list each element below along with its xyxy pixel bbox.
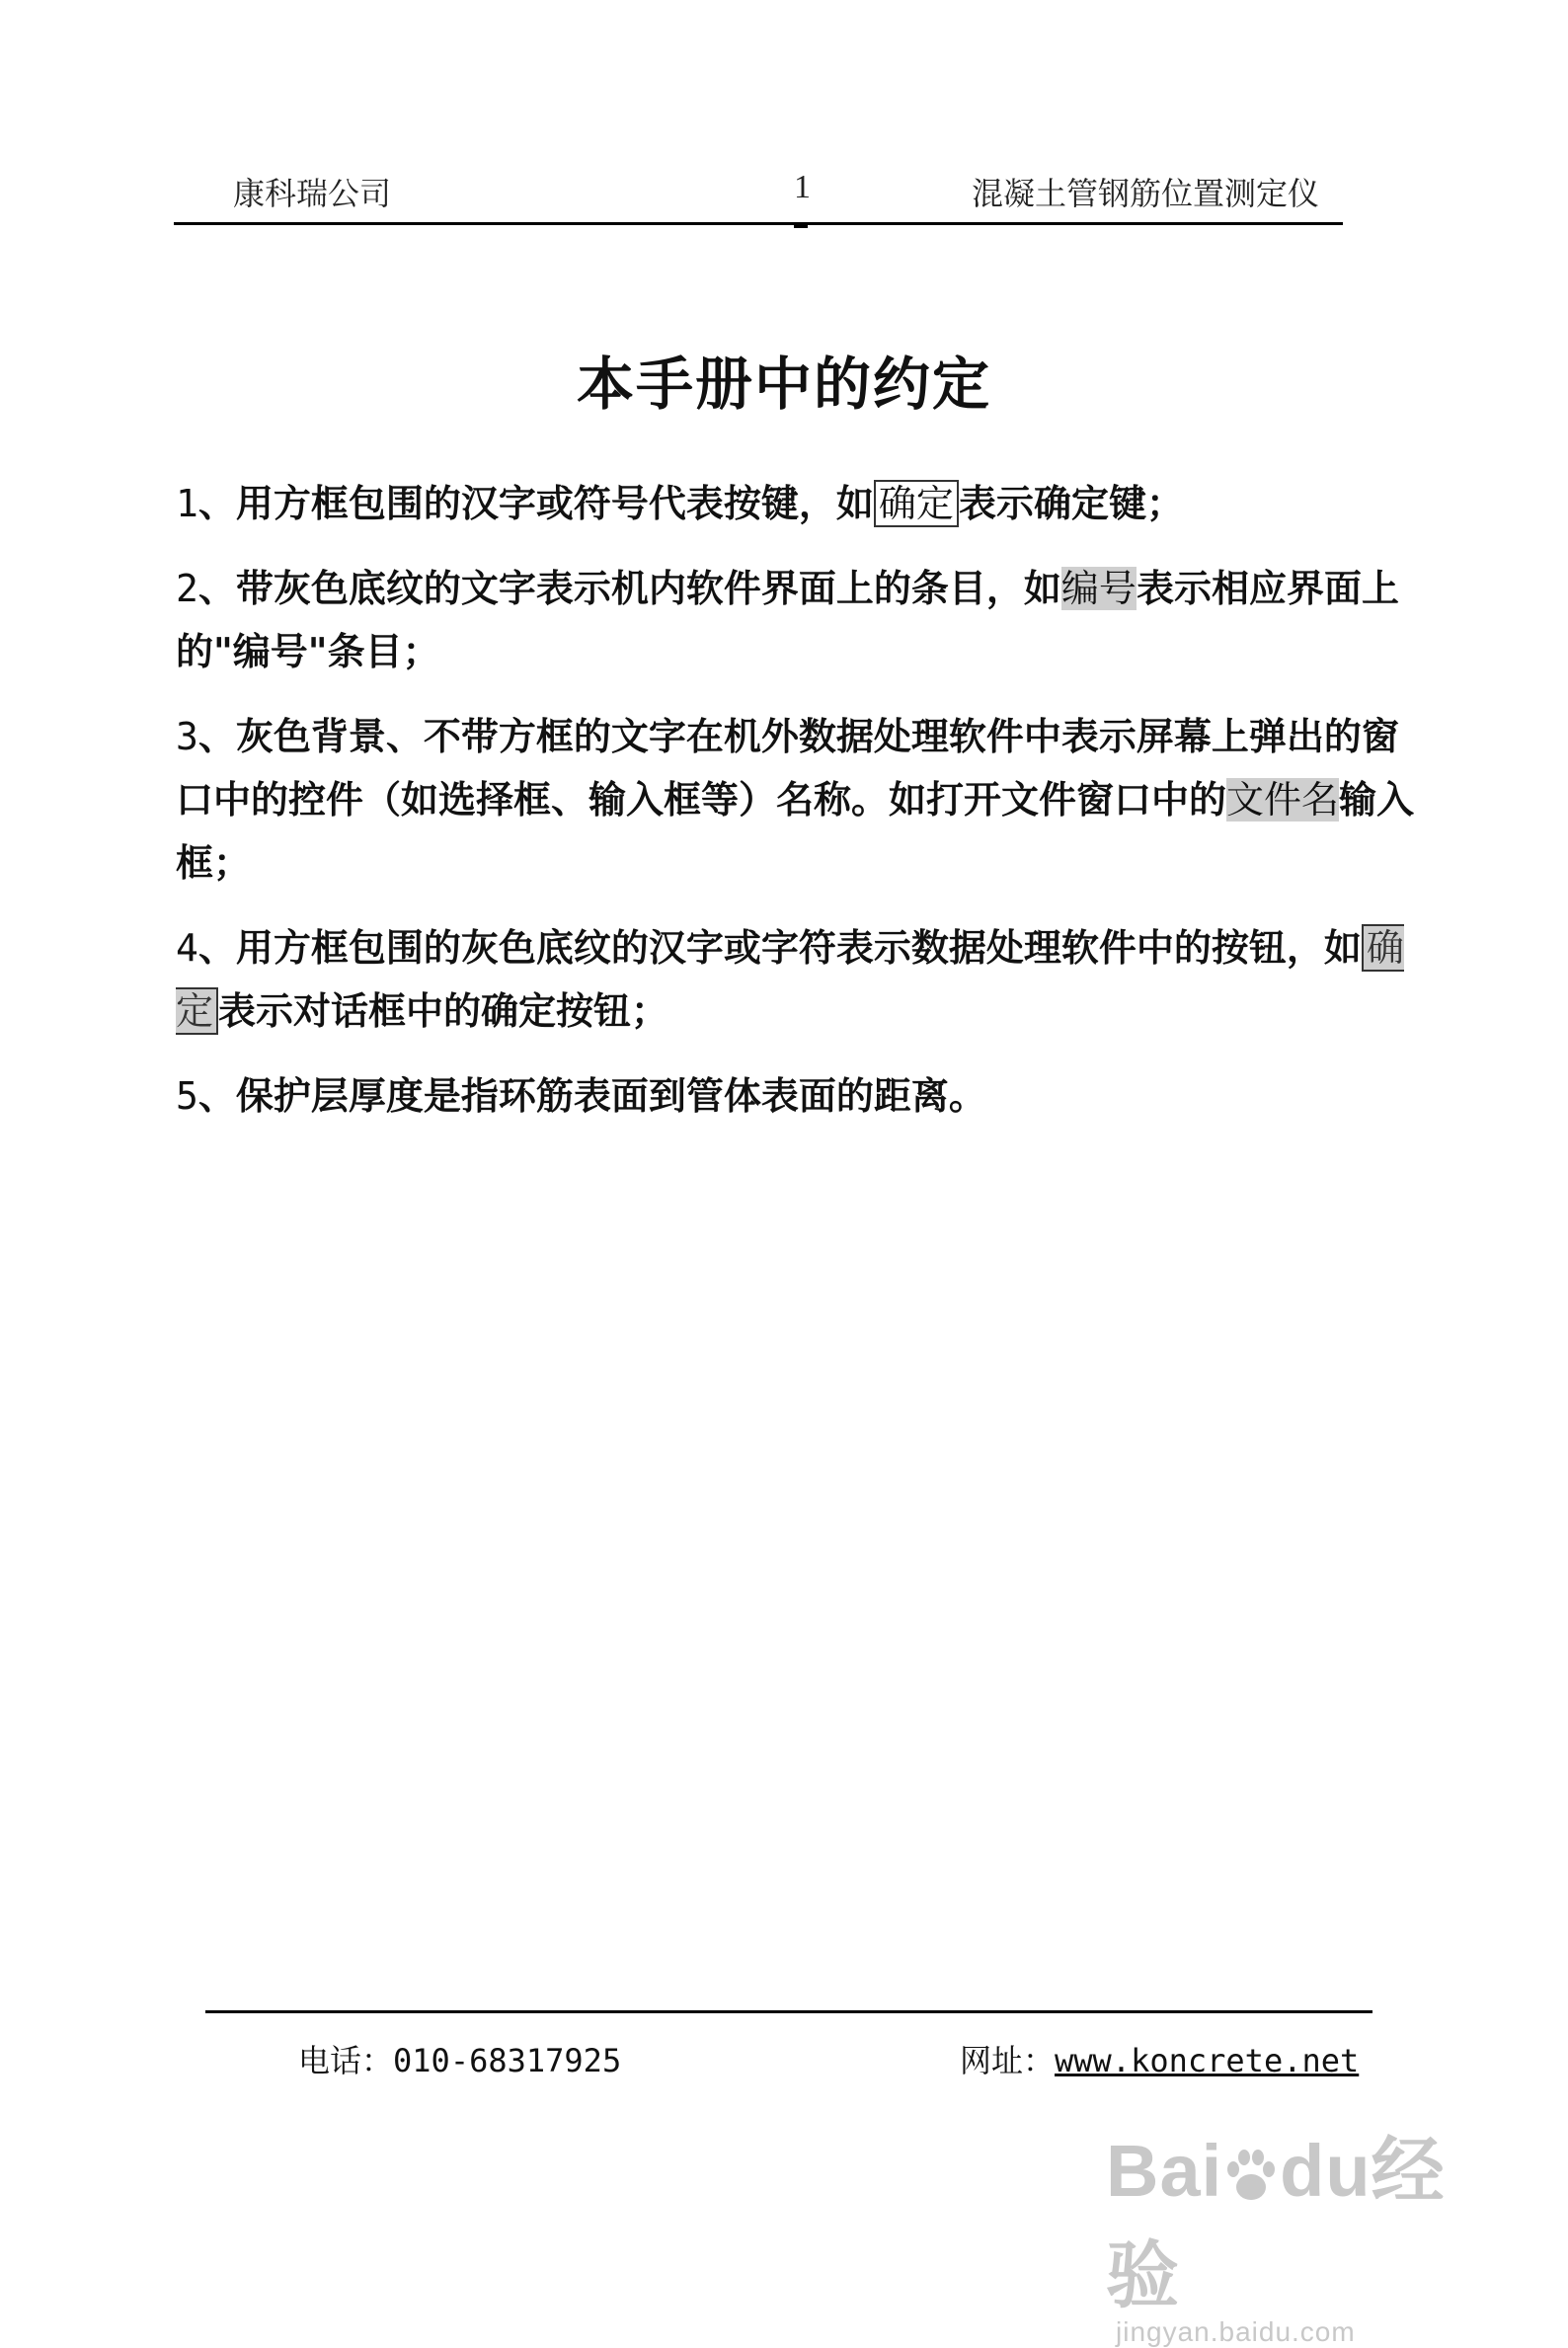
footer-rule bbox=[205, 2010, 1372, 2013]
page-title: 本手册中的约定 bbox=[576, 351, 991, 418]
item-text-tail: 表示确定键； bbox=[958, 482, 1184, 525]
item-text: 用方框包围的灰色底纹的汉字或字符表示数据处理软件中的按钮，如 bbox=[235, 926, 1362, 970]
phone-label: 电话： bbox=[298, 2042, 394, 2079]
item-number: 3 bbox=[176, 715, 198, 758]
item-text: 带灰色底纹的文字表示机内软件界面上的条目，如 bbox=[235, 567, 1061, 610]
item-separator: 、 bbox=[197, 715, 236, 758]
header-page-number: 1 bbox=[794, 169, 811, 205]
conventions-list bbox=[176, 472, 1435, 1149]
list-item bbox=[176, 472, 1435, 535]
item-separator: 、 bbox=[197, 926, 236, 970]
list-item bbox=[176, 1064, 1435, 1128]
watermark-brand-cn: 经验 bbox=[1106, 2130, 1446, 2316]
item-text: 用方框包围的汉字或符号代表按键，如 bbox=[235, 482, 874, 525]
item-text: 灰色背景、不带方框的文字在机外数据处理软件中表示屏幕上弹出的窗口中的控件（如选择框、输入框等）名称。如打开文件窗口中的 bbox=[176, 715, 1399, 822]
item-number: 2 bbox=[176, 567, 198, 610]
watermark bbox=[1106, 2113, 1481, 2347]
watermark-url: jingyan.baidu.com bbox=[1116, 2316, 1356, 2347]
item-separator: 、 bbox=[197, 482, 236, 525]
shaded-entry-example: 编号 bbox=[1060, 567, 1137, 610]
header-company: 康科瑞公司 bbox=[233, 175, 392, 212]
item-separator: 、 bbox=[197, 567, 236, 610]
item-separator: 、 bbox=[197, 1074, 236, 1118]
boxed-key-example: 确定 bbox=[874, 480, 959, 527]
item-text: 保护层厚度是指环筋表面到管体表面的距离。 bbox=[235, 1074, 986, 1118]
header-product: 混凝土管钢筋位置测定仪 bbox=[971, 175, 1319, 212]
item-number: 5 bbox=[176, 1074, 198, 1118]
watermark-brand-right: du bbox=[1280, 2130, 1372, 2212]
shaded-control-example: 文件名 bbox=[1226, 778, 1340, 822]
item-number: 4 bbox=[176, 926, 198, 970]
header-page-mark bbox=[794, 222, 808, 228]
website-link[interactable]: www.koncrete.net bbox=[1055, 2042, 1360, 2079]
website-label: 网址： bbox=[960, 2042, 1056, 2079]
item-text-tail: 表示相应界面上的"编号"条目； bbox=[176, 567, 1399, 673]
list-item bbox=[176, 557, 1435, 683]
paw-icon bbox=[1224, 2148, 1278, 2205]
page-header bbox=[174, 163, 1343, 225]
boxed-shaded-button-example: 确定 bbox=[176, 926, 1404, 1033]
item-number: 1 bbox=[176, 482, 198, 525]
list-item bbox=[176, 916, 1435, 1043]
phone-number: 010-68317925 bbox=[393, 2042, 622, 2079]
list-item bbox=[176, 705, 1435, 895]
footer-website bbox=[960, 2036, 1359, 2081]
item-text-tail: 表示对话框中的确定按钮； bbox=[218, 989, 669, 1033]
footer-phone bbox=[298, 2036, 621, 2081]
watermark-brand-left: Bai bbox=[1106, 2130, 1223, 2212]
item-text-tail: 输入框； bbox=[176, 778, 1415, 885]
watermark-logo bbox=[1106, 2113, 1481, 2322]
